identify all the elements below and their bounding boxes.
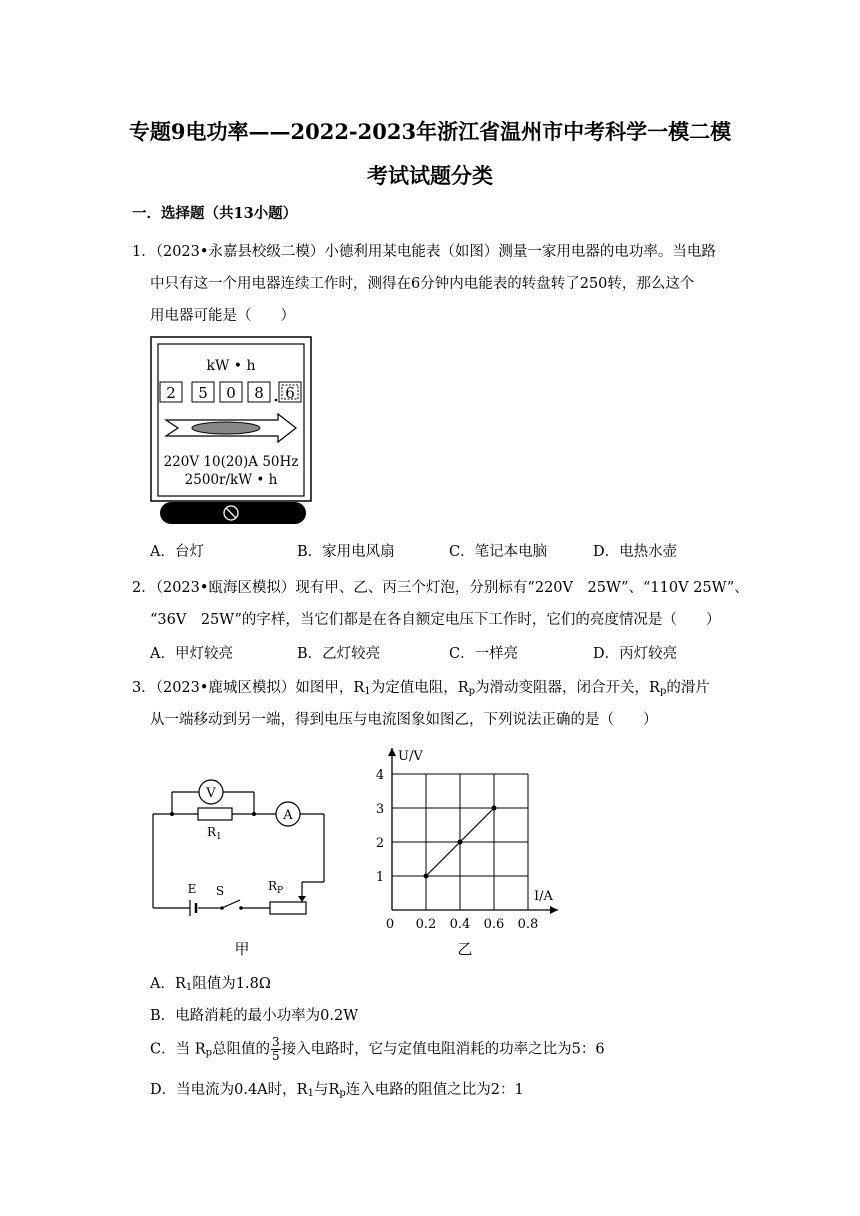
circuit-caption: 甲 [234, 940, 250, 958]
y-axis-label: U/V [398, 749, 423, 764]
x-tick-label: 0 [385, 917, 395, 932]
q1-option-d: D．电热水壶 [593, 544, 678, 560]
section-heading: 一．选择题（共13小题） [132, 205, 298, 222]
meter-unit: kW • h [206, 358, 256, 374]
q3-option-b: B．电路消耗的最小功率为0.2W [150, 1008, 359, 1024]
junction-node [170, 812, 174, 816]
graph-caption: 乙 [457, 940, 473, 958]
meter-digits [160, 382, 301, 402]
q3-line1: 3．（2023•鹿城区模拟）如图甲，$R_1$为定值电阻，$R_p$为滑动变阻器，闭合开关，$R_p$的滑片 [132, 680, 710, 697]
voltmeter-label: V [206, 786, 216, 801]
data-point [492, 806, 497, 811]
q1-line2: 中只有这一个用电器连续工作时，测得在6分钟内电能表的转盘转了250转，那么这个 [150, 276, 695, 292]
q1-option-c: C．笔记本电脑 [449, 544, 548, 560]
meter-digit: 2 [166, 384, 176, 402]
y-tick-label: 1 [375, 870, 385, 885]
r1-label: $R_1$ [207, 825, 222, 842]
meter-digit: 5 [198, 384, 208, 402]
rheostat-icon [270, 902, 306, 914]
q1-option-a: A．台灯 [150, 544, 204, 560]
x-tick-label: 0.2 [415, 917, 437, 932]
meter-decimal-digit: 6 [285, 384, 295, 402]
x-tick-label: 0.6 [483, 917, 505, 932]
q1-option-b: B．家用电风扇 [297, 544, 395, 560]
q1-line1: 1．（2023•永嘉县校级二模）小德利用某电能表（如图）测量一家用电器的电功率。当电路 [132, 244, 716, 260]
y-tick-label: 2 [375, 836, 385, 851]
q2-line1: 2．（2023•瓯海区模拟）现有甲、乙、丙三个灯泡，分别标有“220V 25W”、“110V 25W”、 [132, 580, 749, 596]
meter-rating2: 2500r/kW • h [184, 472, 278, 488]
q2-option-b: B．乙灯较亮 [297, 646, 381, 662]
meter-digit: 0 [226, 384, 236, 402]
q2-line2: “36V 25W”的字样，当它们都是在各自额定电压下工作时，它们的亮度情况是（ ） [150, 612, 721, 628]
fraction: $\frac{3}{5}$ [272, 1035, 280, 1063]
q3-line2: 从一端移动到另一端，得到电压与电流图象如图乙，下列说法正确的是（ ） [150, 712, 658, 728]
x-tick-label: 0.4 [449, 917, 471, 932]
meter-rating1: 220V 10(20)A 50Hz [163, 454, 299, 470]
q3-option-d: D．当电流为0.4A时，$R_1$与$R_p$连入电路的阻值之比为2：1 [150, 1082, 524, 1099]
meter-digit: 8 [254, 384, 264, 402]
page-title-line2: 考试试题分类 [367, 163, 493, 188]
y-tick-label: 4 [375, 768, 385, 783]
decimal-point [275, 399, 278, 402]
q2-option-a: A．甲灯较亮 [150, 646, 233, 662]
junction-node [252, 812, 256, 816]
page-title: 专题9电功率——2022-2023年浙江省温州市中考科学一模二模 [128, 119, 732, 144]
q1-line3: 用电器可能是（ ） [150, 308, 295, 324]
y-tick-label: 3 [375, 802, 385, 817]
meter-base [160, 502, 306, 524]
q3-option-a: A．$R_1$阻值为1.8Ω [150, 976, 271, 993]
electricity-meter-figure [148, 334, 318, 530]
circuit-diagram [148, 758, 348, 968]
q2-option-d: D．丙灯较亮 [593, 646, 678, 662]
data-point [458, 840, 463, 845]
y-axis-arrow [388, 748, 396, 756]
x-axis-label: I/A [534, 889, 553, 904]
rotating-disk-icon [192, 422, 260, 434]
q2-option-c: C．一样亮 [449, 646, 519, 662]
u-i-graph [370, 732, 570, 962]
resistor-r1-icon [198, 808, 232, 820]
switch-label: S [215, 884, 225, 898]
data-point [424, 874, 429, 879]
battery-label: E [187, 882, 197, 896]
rp-label: $R_P$ [268, 879, 284, 896]
q3-option-c: C．当 $R_p$总阻值的 $\frac{3}{5}$ 接入电路时，它与定值电阻消耗的功率之比为5：6 [150, 1035, 605, 1063]
x-tick-label: 0.8 [517, 917, 539, 932]
ammeter-label: A [283, 808, 293, 823]
x-axis-arrow [550, 906, 558, 914]
